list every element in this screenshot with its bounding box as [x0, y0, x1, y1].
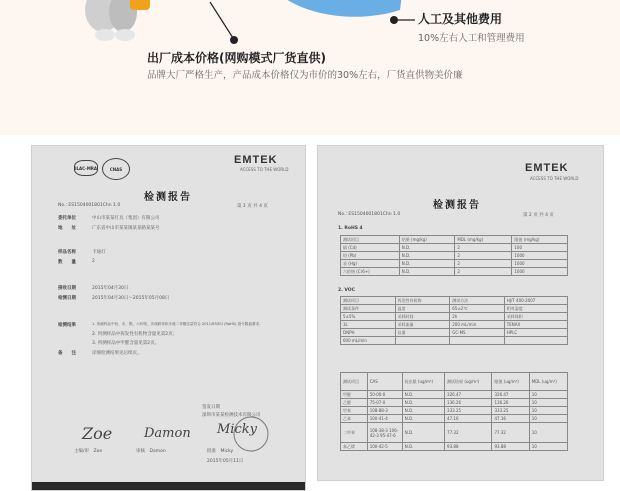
table-cell: 二甲苯 — [341, 423, 368, 443]
table-row — [341, 244, 568, 252]
table-cell: 汞 (Hg) — [341, 260, 400, 268]
table-cell: 1000 — [512, 252, 568, 260]
table-row — [341, 321, 568, 329]
table-cell: 600 mL/min — [341, 337, 396, 345]
table-cell: DNPH — [341, 329, 396, 337]
table-row — [341, 443, 568, 451]
table-cell: 100-41-4 — [367, 415, 402, 423]
signature-2: Damon — [144, 426, 191, 441]
table-cell: 77.32 — [492, 423, 529, 443]
table-cell: TENAX — [504, 321, 567, 329]
report-title: 检测报告 — [144, 192, 192, 203]
cost-sub-factory: 品牌大厂严格生产，产品成本价格仅为市价的30%左右，厂货直供物美价廉 — [147, 70, 463, 81]
table-row — [341, 297, 568, 305]
table-cell — [450, 337, 505, 345]
table-cell: 挥发性有机物 — [395, 297, 450, 305]
table-header: CAS — [367, 373, 402, 391]
table-cell: N.D. — [402, 391, 444, 399]
cost-label-factory: 出厂成本价格(网购模式厂货直供) — [147, 51, 326, 65]
section-rohs: 1. RoHS 4 — [338, 226, 363, 231]
remark-value: 详细检测结果见后续页。 — [92, 351, 142, 356]
bullet-dot — [390, 16, 398, 24]
table-row — [341, 305, 568, 313]
table-cell: 采样时间 — [395, 313, 450, 321]
signer-2-role: 审核 Damon — [136, 449, 166, 454]
test-report-page-1 — [31, 145, 306, 491]
signer-1-role: 主编/审 Zoe — [74, 449, 103, 454]
table-cell: 65±2℃ — [450, 305, 505, 313]
signature-3: Micky — [217, 422, 257, 437]
table-cell: 测试条件 — [341, 305, 396, 313]
table-cell: N.D. — [402, 423, 444, 443]
table-row — [341, 329, 568, 337]
signer-3-role: 批准 Micky — [207, 449, 234, 454]
table-cell: 50-00-0 — [367, 391, 402, 399]
emtek-tagline: ACCESS TO THE WORLD — [530, 176, 579, 181]
table-cell: 甲醛 — [341, 391, 368, 399]
report-title: 检测报告 — [433, 200, 481, 211]
date-received-value: 2015年04月30日 — [92, 286, 129, 291]
table-cell: 333.25 — [492, 407, 529, 415]
table-cell: N.D. — [399, 252, 455, 260]
table-cell: 2 — [455, 268, 512, 276]
table-header: MDL (mg/kg) — [455, 236, 512, 244]
voc-results-table — [340, 372, 568, 451]
table-cell: 乙苯 — [341, 415, 368, 423]
page-number: 第 2 页 共 4 页 — [523, 213, 554, 218]
qty-value: 2 — [92, 259, 95, 264]
table-cell: 47.16 — [492, 415, 529, 423]
report-number: No.: ES1504001801Chn 1.0 — [338, 212, 401, 217]
table-cell: 5±5% — [341, 313, 396, 321]
date-received-label: 接收日期 — [58, 286, 76, 291]
table-cell: 200 mL/min — [450, 321, 505, 329]
table-cell: 326.47 — [445, 391, 492, 399]
table-row — [341, 236, 568, 244]
table-cell: 2 — [455, 252, 512, 260]
table-header: 限值 (ug/m³) — [492, 373, 529, 391]
table-cell: 镉 (Cd) — [341, 244, 400, 252]
emtek-brand: EMTEK — [234, 154, 278, 166]
table-cell: 333.25 — [445, 407, 492, 415]
table-cell: 47.16 — [445, 415, 492, 423]
table-cell: N.D. — [399, 260, 455, 268]
client-label: 委托单位 — [58, 216, 76, 221]
table-cell: N.D. — [402, 407, 444, 415]
table-cell: 采样体积 — [504, 313, 567, 321]
table-cell: 77.32 — [445, 423, 492, 443]
table-cell: 100 — [512, 244, 568, 252]
report-number: No.: ES1504001801Chn 1.0 — [58, 203, 121, 208]
table-cell: 10 — [529, 415, 567, 423]
table-cell: 108-88-3 — [367, 407, 402, 415]
table-cell: N.D. — [399, 268, 455, 276]
sample-value: 卡通灯 — [92, 250, 106, 255]
cost-label-other: 人工及其他费用 — [418, 12, 503, 26]
table-cell: 10 — [529, 399, 567, 407]
result-line: 3. 所测样品中甲醛含量见第2页。 — [92, 341, 160, 346]
remark-label: 备 注 — [58, 351, 76, 356]
table-cell: 93.88 — [445, 443, 492, 451]
address-label: 地 址 — [58, 226, 76, 231]
table-row — [341, 399, 568, 407]
emtek-tagline: ACCESS TO THE WORLD — [240, 167, 289, 172]
table-header: MDL (ug/m³) — [529, 373, 567, 391]
table-cell: 10 — [529, 443, 567, 451]
sample-label: 样品名称 — [58, 250, 76, 255]
table-cell: 100-42-5 — [367, 443, 402, 451]
table-cell: 136.26 — [492, 399, 529, 407]
table-row — [341, 313, 568, 321]
qty-label: 数 量 — [58, 260, 76, 265]
table-cell: 2 — [455, 260, 512, 268]
approver-org: 深圳市某某检测技术有限公司 — [202, 413, 261, 418]
table-cell: 93.88 — [492, 443, 529, 451]
table-cell: 10 — [529, 407, 567, 415]
banner — [0, 0, 620, 135]
table-cell: N.D. — [399, 244, 455, 252]
table-cell: 铅 (Pb) — [341, 252, 400, 260]
result-line: 2. 所测样品中挥发性有机物含量见第2页； — [92, 332, 178, 337]
table-cell — [504, 337, 567, 345]
table-cell: GC-MS — [450, 329, 505, 337]
table-cell: 3L — [341, 321, 396, 329]
table-cell: 乙醛 — [341, 399, 368, 407]
table-header: 结果 (mg/kg) — [399, 236, 455, 244]
table-cell: 108-38-3 106-42-3 95-47-6 — [367, 423, 402, 443]
date-tested-label: 检测日期 — [58, 296, 76, 301]
table-cell: 2 — [455, 244, 512, 252]
section-voc: 2. VOC — [338, 288, 355, 293]
date-tested-value: 2015年04月30日～2015年05月08日 — [92, 296, 170, 301]
table-cell: 温度 — [395, 305, 450, 313]
signature-1: Zoe — [82, 424, 113, 443]
table-cell: 六价铬 (Cr6+) — [341, 268, 400, 276]
address-value: 广东省中山市某某镇某某路某某号 — [92, 226, 160, 231]
table-cell: 甲苯 — [341, 407, 368, 415]
bullet-dot — [230, 36, 238, 44]
table-cell: 测试方法 — [450, 297, 505, 305]
table-header: 测试结果 (ug/m³) — [445, 373, 492, 391]
table-cell: 测试项目 — [341, 297, 396, 305]
table-row — [341, 373, 568, 391]
voc-conditions-table — [340, 296, 568, 345]
page-number: 第 1 页 共 4 页 — [237, 204, 268, 209]
result-line: 1. 所测样品中铅、汞、镉、六价铬、多溴联苯和多溴二苯醚含量符合 2011/65/EU (RoHS) 指令限值要求； — [92, 322, 263, 326]
mascot-illustration — [75, 0, 155, 45]
test-report-page-2 — [317, 145, 604, 481]
official-seal — [230, 414, 272, 454]
table-header: 检出限 (ug/m³) — [402, 373, 444, 391]
table-cell: 75-07-0 — [367, 399, 402, 407]
table-cell: N.D. — [402, 443, 444, 451]
table-cell: HJ/T 400-2007 — [504, 297, 567, 305]
table-cell: 采样流量 — [395, 321, 450, 329]
table-cell: 苯乙烯 — [341, 443, 368, 451]
table-cell: 仪器 — [395, 329, 450, 337]
table-cell: 2h — [450, 313, 505, 321]
rohs-table — [340, 235, 568, 276]
table-cell: 1000 — [512, 260, 568, 268]
table-cell: HPLC — [504, 329, 567, 337]
table-cell: 相对湿度 — [504, 305, 567, 313]
table-row — [341, 268, 568, 276]
table-row — [341, 337, 568, 345]
table-cell: 10 — [529, 391, 567, 399]
table-cell: N.D. — [402, 415, 444, 423]
table-row — [341, 407, 568, 415]
client-value: 中山市某某灯具（集团）有限公司 — [92, 216, 160, 221]
ilac-mra-logo: ILAC-MRA — [74, 160, 98, 176]
issue-date: 2015年05月11日 — [207, 459, 244, 464]
table-header: 测试项目 — [341, 373, 368, 391]
table-cell: N.D. — [402, 399, 444, 407]
cnas-logo: CNAS — [102, 158, 130, 180]
table-row — [341, 423, 568, 443]
table-row — [341, 415, 568, 423]
table-row — [341, 252, 568, 260]
table-row — [341, 391, 568, 399]
cost-sub-other: 10%左右人工和管理费用 — [418, 33, 525, 44]
table-cell: 1000 — [512, 268, 568, 276]
emtek-brand: EMTEK — [525, 162, 569, 174]
table-header: 限值 (mg/kg) — [512, 236, 568, 244]
table-cell: 136.26 — [445, 399, 492, 407]
table-header: 测试项目 — [341, 236, 400, 244]
result-label: 检测结果 — [58, 323, 76, 328]
table-cell: 10 — [529, 423, 567, 443]
approver-label: 签发日期 — [202, 405, 220, 410]
table-cell — [395, 337, 450, 345]
table-row — [341, 260, 568, 268]
table-cell: 326.47 — [492, 391, 529, 399]
